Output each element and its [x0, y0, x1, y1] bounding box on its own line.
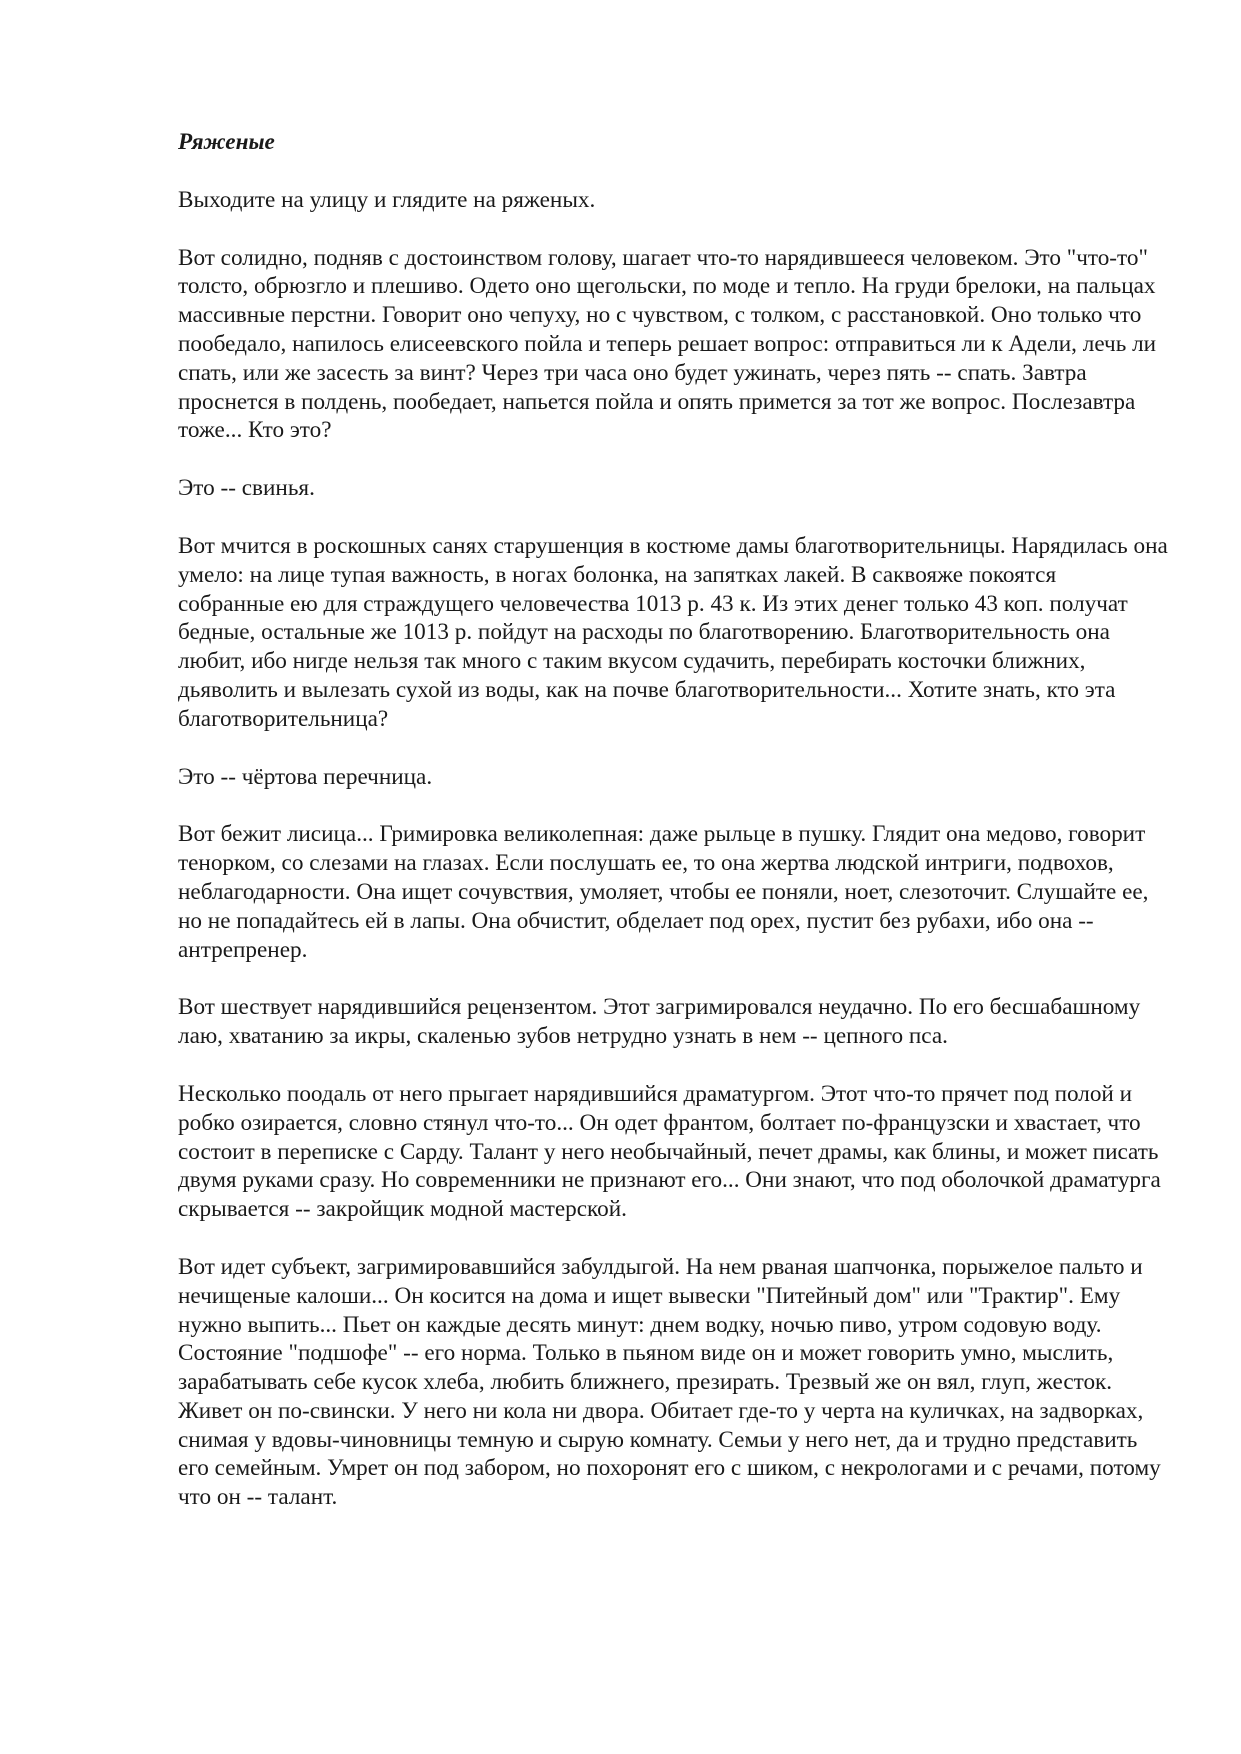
paragraph: Вот идет субъект, загримировавшийся забулдыгой. На нем рваная шапчонка, порыжелое пальто и нечищеные калоши... Он косится на дома и ищет вывески "Питейный дом" или "Трактир". Ему нужно выпить... Пьет он каждые десять минут: днем водку, ночью пиво, утром содовую воду. Состояние "подшофе" -- его норма. Только в пьяном виде он и может говорить умно, мыслить, зарабатывать себе кусок хлеба, любить ближнего, презирать. Трезвый же он вял, глуп, жесток. Живет он по-свински. У него ни кола ни двора. Обитает где-то у черта на куличках, на задворках, снимая у вдовы-чиновницы темную и сырую комнату. Семьи у него нет, да и трудно представить его семейным. Умрет он под забором, но похоронят его с шиком, с некрологами и с речами, потому что он -- талант.: [178, 1253, 1161, 1511]
paragraph: Вот бежит лисица... Гримировка великолепная: даже рыльце в пушку. Глядит она медово, говорит тенорком, со слезами на глазах. Если послушать ее, то она жертва людской интриги, подвохов, неблагодарности. Она ищет сочувствия, умоляет, чтобы ее поняли, ноет, слезоточит. Слушайте ее, но не попадайтесь ей в лапы. Она обчистит, обделает под орех, пустит без рубахи, ибо она -- антрепренер.: [178, 821, 1149, 963]
document-title: Ряженые: [178, 129, 275, 155]
paragraph: Вот мчится в роскошных санях старушенция в костюме дамы благотворительницы. Нарядилась она умело: на лице тупая важность, в ногах болонка, на запятках лакей. В саквояже покоятся собранные ею для страждущего человечества 1013 р. 43 к. Из этих денег только 43 коп. получат бедные, остальные же 1013 р. пойдут на расходы по благотворению. Благотворительность она любит, ибо нигде нельзя так много с таким вкусом судачить, перебирать косточки ближних, дьяволить и вылезать сухой из воды, как на почве благотворительности... Хотите знать, кто эта благотворительница?: [178, 532, 1168, 732]
paragraph: Несколько поодаль от него прыгает нарядившийся драматургом. Этот что-то прячет под полой и робко озирается, словно стянул что-то... Он одет франтом, болтает по-французски и хвастает, что состоит в переписке с Сарду. Талант у него необычайный, печет драмы, как блины, и может писать двумя руками сразу. Но современники не признают его... Они знают, что под оболочкой драматурга скрывается -- закройщик модной мастерской.: [178, 1080, 1161, 1223]
paragraph: Выходите на улицу и глядите на ряженых.: [178, 186, 596, 213]
paragraph: Это -- свинья.: [178, 475, 315, 502]
paragraph: Вот солидно, подняв с достоинством голову, шагает что-то нарядившееся человеком. Это "что-то" толсто, обрюзгло и плешиво. Одето оно щегольски, по моде и тепло. На груди брелоки, на пальцах массивные перстни. Говорит оно чепуху, но с чувством, с толком, с расстановкой. Оно только что пообедало, напилось елисеевского пойла и теперь решает вопрос: отправиться ли к Адели, лечь ли спать, или же засесть за винт? Через три часа оно будет ужинать, через пять -- спать. Завтра проснется в полдень, пообедает, напьется пойла и опять примется за тот же вопрос. Послезавтра тоже... Кто это?: [178, 244, 1157, 444]
paragraph: Вот шествует нарядившийся рецензентом. Этот загримировался неудачно. По его бесшабашному лаю, хватанию за икры, скаленью зубов нетрудно узнать в нем -- цепного пса.: [178, 994, 1141, 1050]
paragraph: Это -- чёртова перечница.: [178, 763, 433, 790]
document-page: [178, 128, 1168, 1541]
